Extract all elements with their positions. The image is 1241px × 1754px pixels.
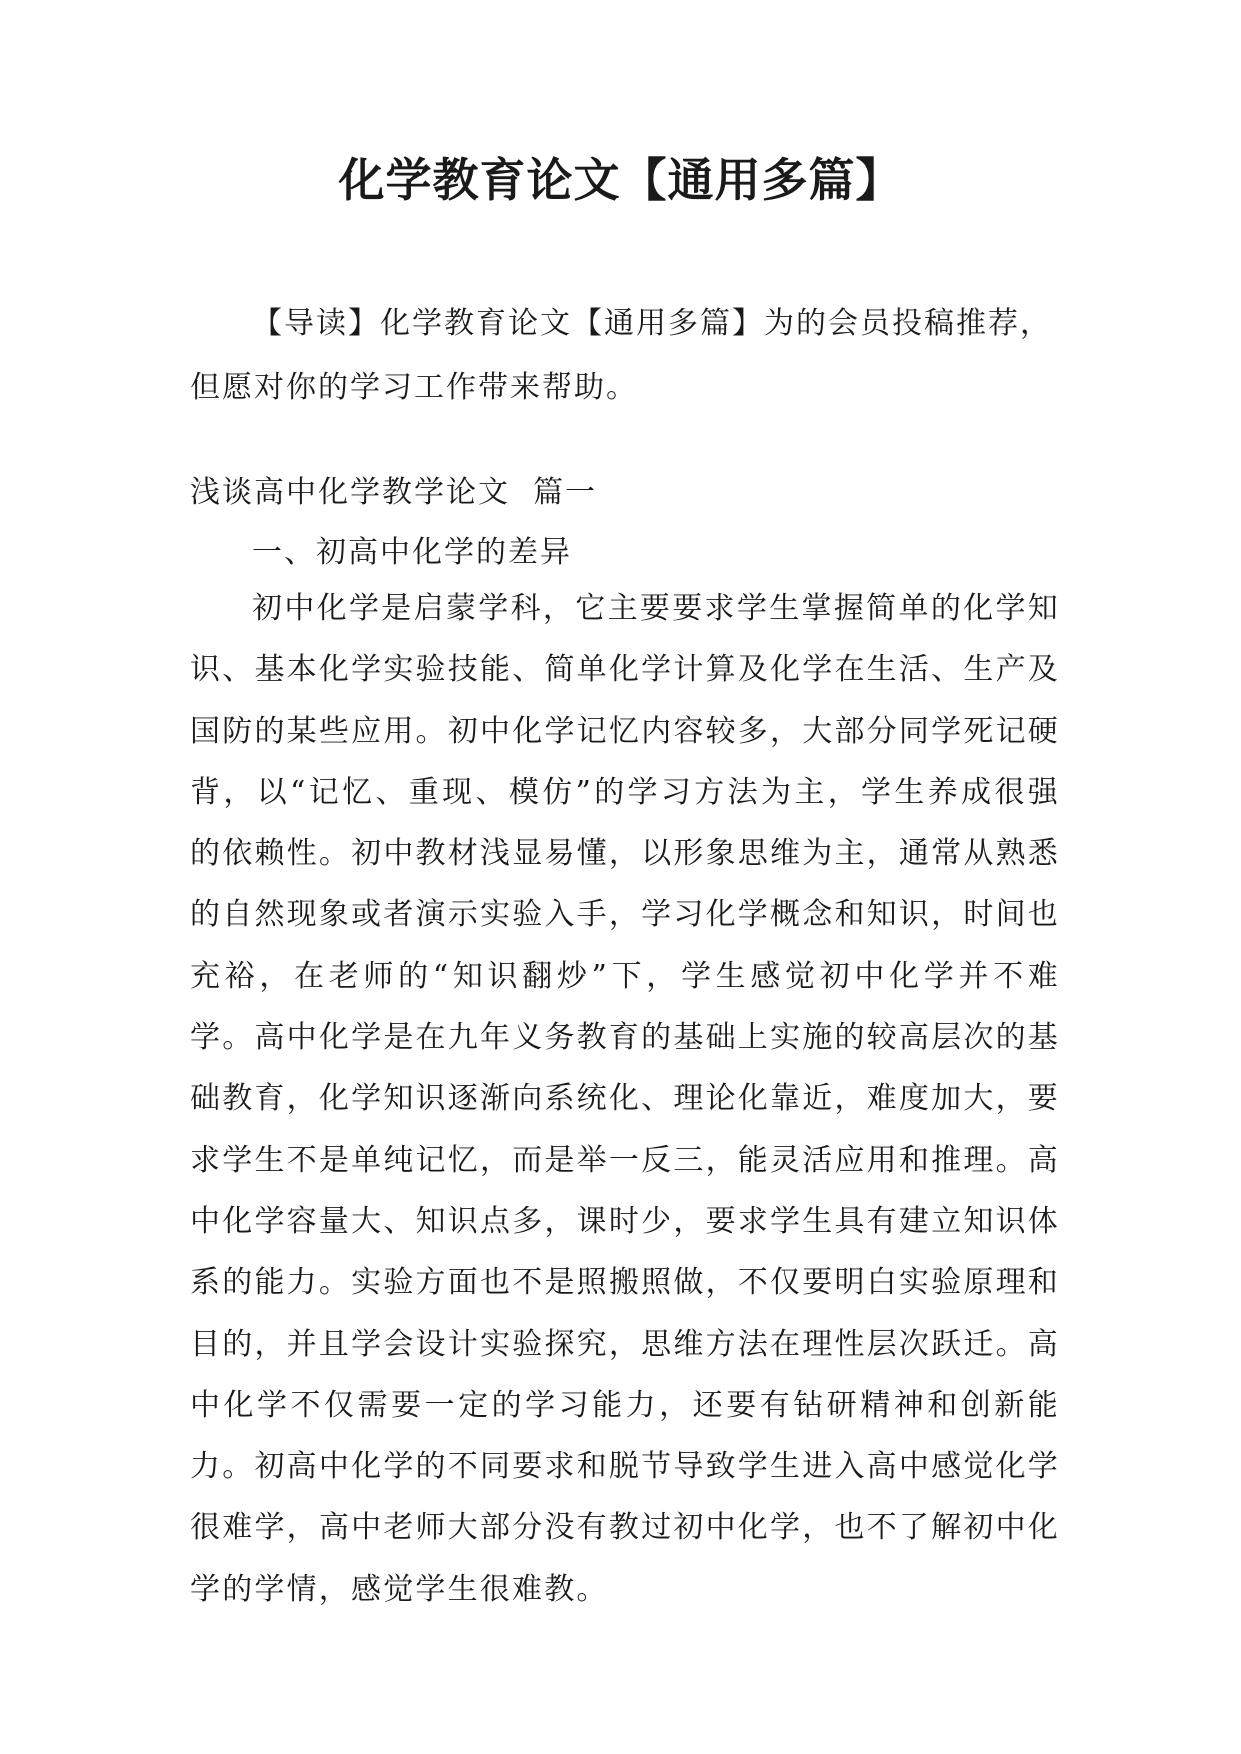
document-title: 化学教育论文【通用多篇】 [338,153,903,207]
section-heading: 浅谈高中化学教学论文 篇一 [190,475,598,510]
sub-heading: 一、初高中化学的差异 [252,535,572,570]
body-paragraph: 初中化学是启蒙学科，它主要要求学生掌握简单的化学知识、基本化学实验技能、简单化学计算及化学在生活、生产及国防的某些应用。初中化学记忆内容较多，大部分同学死记硬背，以“记忆、重现、模仿”的学习方法为主，学生养成很强的依赖性。初中教材浅显易懂，以形象思维为主，通常从熟悉的自然现象或者演示实验入手，学习化学概念和知识，时间也充裕，在老师的“知识翻炒”下，学生感觉初中化学并不难学。高中化学是在九年义务教育的基础上实施的较高层次的基础教育，化学知识逐渐向系统化、理论化靠近，难度加大，要求学生不是单纯记忆，而是举一反三，能灵活应用和推理。高中化学容量大、知识点多，课时少，要求学生具有建立知识体系的能力。实验方面也不是照搬照做，不仅要明白实验原理和目的，并且学会设计实验探究，思维方法在理性层次跃迁。高中化学不仅需要一定的学习能力，还要有钻研精神和创新能力。初高中化学的不同要求和脱节导致学生进入高中感觉化学很难学，高中老师大部分没有教过初中化学，也不了解初中化学的学情，感觉学生很难教。 [190,591,1060,1607]
intro-paragraph: 【导读】化学教育论文【通用多篇】为的会员投稿推荐，但愿对你的学习工作带来帮助。 [190,306,1052,405]
